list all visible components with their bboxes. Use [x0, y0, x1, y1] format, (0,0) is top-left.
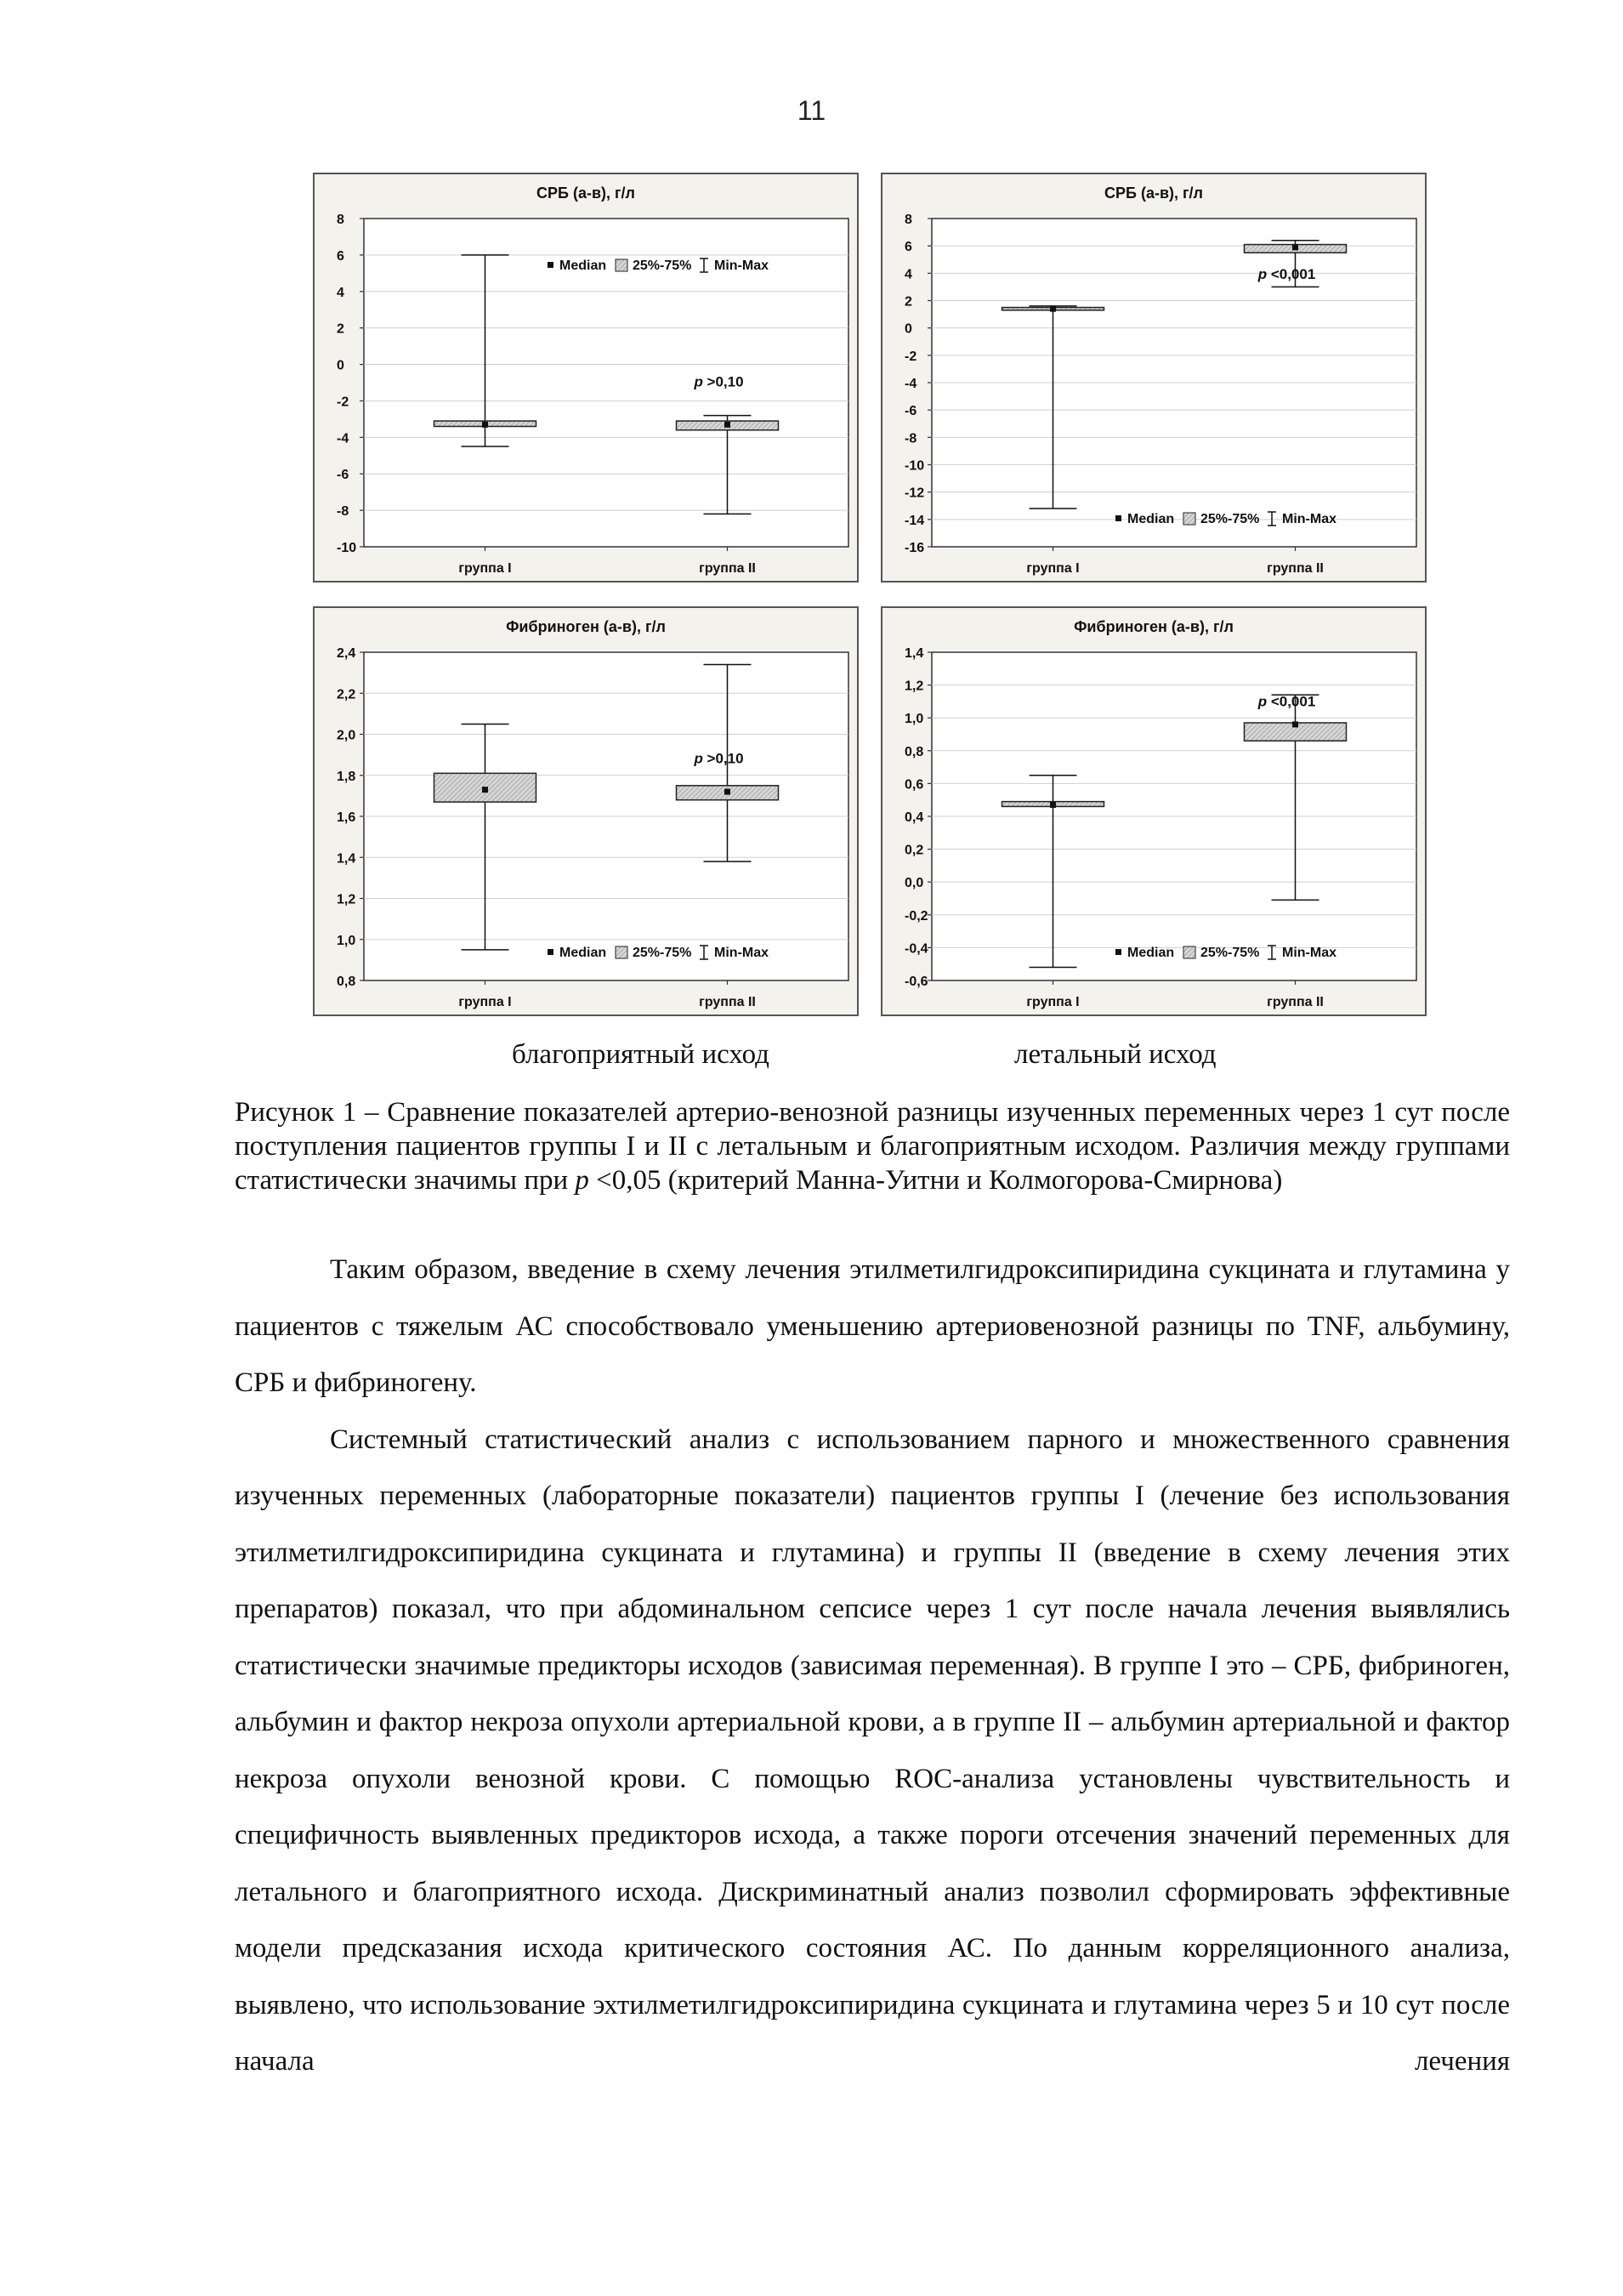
y-tick-label: 1,2 — [905, 679, 924, 694]
y-tick-label: 0 — [905, 321, 912, 337]
caption-text-2: <0,05 (критерий Манна-Уитни и Колмогорова-Смирнова) — [588, 1165, 1283, 1196]
x-tick-label: группа II — [1267, 561, 1324, 576]
chart-fibrinogen-favorable — [313, 606, 859, 1016]
y-tick-label: 4 — [905, 267, 912, 282]
y-tick-label: 2,2 — [337, 687, 356, 702]
y-tick-label: 1,4 — [337, 851, 356, 867]
chart-title: СРБ (а-в), г/л — [536, 185, 635, 202]
x-tick-label: группа I — [458, 995, 512, 1009]
x-tick-label: группа II — [1267, 995, 1324, 1009]
y-tick-label: -2 — [337, 395, 349, 410]
chart-crp-favorable — [313, 173, 859, 583]
legend-whisker-label: Min-Max — [714, 946, 769, 960]
x-tick-label: группа I — [458, 561, 512, 576]
median-marker — [482, 787, 488, 793]
x-tick-label: группа II — [699, 995, 756, 1009]
chart-legend — [548, 946, 769, 960]
y-tick-label: 2,0 — [337, 728, 356, 743]
y-tick-label: 1,2 — [337, 892, 356, 907]
legend-box-label: 25%-75% — [633, 946, 692, 960]
y-tick-label: 0 — [337, 358, 344, 373]
legend-box-swatch — [616, 259, 627, 271]
y-tick-label: -10 — [337, 541, 357, 555]
y-tick-label: 0,4 — [905, 810, 924, 825]
legend-median-marker — [548, 262, 553, 268]
x-tick-label: группа I — [1026, 561, 1080, 576]
paragraph-analysis: Системный статистический анализ с использованием парного и множественного сравнения изученных переменных (лабораторные показатели) пациентов группы I (лечение без использования этилметилгидроксипиридина сукцината и глутамина) и группы II (введение в схему лечения этих препаратов) показал, что при абдоминальном сепсисе через 1 сут после начала лечения выявлялись статистически значимые предикторы исходов (зависимая переменная). В группе I это – СРБ, фибриноген, альбумин и фактор некроза опухоли артериальной крови, а в группе II – альбумин артериальной и фактор некроза опухоли венозной крови. С помощью ROC-анализа установлены чувствительность и специфичность выявленных предикторов исхода, а также пороги отсечения значений переменных для летального и благоприятного исхода. Дискриминатный анализ позволил сформировать эффективные модели предсказания исхода критического состояния АС. По данным корреляционного анализа, выявлено, что использование эхтилметилгидроксипиридина сукцината и глутамина через 5 и 10 сут после начала лечения — [235, 1424, 1510, 2077]
median-marker — [1292, 721, 1298, 727]
legend-whisker-label: Min-Max — [714, 259, 769, 273]
legend-median-label: Median — [1127, 512, 1175, 526]
x-tick-label: группа I — [1026, 995, 1080, 1009]
chart-svg-3 — [882, 608, 1425, 1014]
p-value-annotation: p <0,001 — [1257, 693, 1316, 710]
legend-box-swatch — [1183, 513, 1195, 525]
p-value-annotation: p >0,10 — [694, 373, 744, 390]
page-number: 11 — [797, 95, 826, 126]
y-tick-label: 0,6 — [905, 777, 924, 793]
chart-legend — [548, 259, 769, 273]
chart-fibrinogen-lethal — [881, 606, 1427, 1016]
legend-median-label: Median — [559, 259, 607, 273]
median-marker — [1292, 244, 1298, 250]
legend-median-marker — [1115, 949, 1121, 955]
legend-median-label: Median — [559, 946, 607, 960]
y-tick-label: 2,4 — [337, 646, 356, 661]
y-tick-label: 0,8 — [905, 744, 924, 759]
legend-box-label: 25%-75% — [1200, 946, 1260, 960]
x-tick-label: группа II — [699, 561, 756, 576]
legend-median-label: Median — [1127, 946, 1175, 960]
legend-box-label: 25%-75% — [633, 259, 692, 273]
y-tick-label: -2 — [905, 349, 917, 364]
y-tick-label: -0,2 — [905, 908, 928, 924]
y-tick-label: 4 — [337, 285, 344, 300]
median-marker — [1050, 802, 1056, 808]
y-tick-label: -12 — [905, 486, 925, 501]
legend-box-swatch — [1183, 946, 1195, 958]
chart-svg-0 — [315, 174, 857, 581]
median-marker — [724, 789, 730, 795]
caption-p-letter: p — [575, 1165, 589, 1196]
p-value-annotation: p >0,10 — [694, 750, 744, 767]
paragraph-conclusion: Таким образом, введение в схему лечения этилметилгидроксипиридина сукцината и глутамина у пациентов с тяжелым АС способствовало уменьшению артериовенозной разницы по TNF, альбумину, СРБ и фибриногену. — [235, 1254, 1510, 1398]
y-tick-label: 1,4 — [905, 646, 924, 661]
median-marker — [1050, 306, 1056, 312]
median-marker — [482, 422, 488, 428]
y-tick-label: -4 — [337, 431, 349, 446]
y-tick-label: -0,4 — [905, 941, 928, 957]
chart-legend — [1115, 512, 1336, 526]
y-tick-label: 1,0 — [337, 933, 356, 948]
chart-title: Фибриноген (а-в), г/л — [1074, 618, 1234, 635]
y-tick-label: -4 — [905, 377, 917, 391]
outcome-favorable-label: благоприятный исход — [512, 1039, 769, 1070]
legend-box-label: 25%-75% — [1200, 512, 1260, 526]
chart-crp-lethal — [881, 173, 1427, 583]
y-tick-label: -8 — [337, 504, 349, 520]
legend-box-swatch — [616, 946, 627, 958]
y-tick-label: -14 — [905, 513, 925, 528]
y-tick-label: 1,6 — [337, 810, 356, 825]
chart-title: Фибриноген (а-в), г/л — [506, 618, 666, 635]
y-tick-label: 0,2 — [905, 843, 924, 858]
chart-legend — [1115, 946, 1336, 960]
body-text — [235, 1242, 1510, 2090]
p-value-annotation: p <0,001 — [1257, 265, 1316, 282]
y-tick-label: 8 — [905, 213, 912, 227]
y-tick-label: 1,8 — [337, 769, 356, 784]
y-tick-label: 6 — [337, 248, 344, 264]
legend-whisker-label: Min-Max — [1282, 946, 1336, 960]
y-tick-label: 2 — [337, 321, 344, 337]
y-tick-label: -8 — [905, 431, 917, 446]
y-tick-label: 8 — [337, 213, 344, 227]
y-tick-label: -0,6 — [905, 975, 928, 989]
outcome-lethal-label: летальный исход — [1014, 1039, 1217, 1070]
figure-caption — [235, 1095, 1510, 1197]
y-tick-label: -16 — [905, 541, 925, 555]
caption-text-1: Рисунок 1 – Сравнение показателей артерио-венозной разницы изученных переменных через 1 сут после поступления пациентов группы I и II с летальным и благоприятным исходом. Различия между группами статистически значимы при — [235, 1097, 1510, 1196]
y-tick-label: 0,8 — [337, 975, 356, 989]
y-tick-label: -6 — [337, 468, 349, 483]
legend-median-marker — [1115, 515, 1121, 521]
y-tick-label: 0,0 — [905, 876, 924, 891]
y-tick-label: 6 — [905, 240, 912, 255]
y-tick-label: 1,0 — [905, 712, 924, 727]
chart-title: СРБ (а-в), г/л — [1104, 185, 1203, 202]
y-tick-label: -6 — [905, 404, 917, 419]
chart-svg-1 — [882, 174, 1425, 581]
legend-whisker-label: Min-Max — [1282, 512, 1336, 526]
legend-median-marker — [548, 949, 553, 955]
median-marker — [724, 422, 730, 428]
figure-1 — [313, 173, 1427, 1019]
y-tick-label: -10 — [905, 458, 925, 474]
y-tick-label: 2 — [905, 294, 912, 310]
chart-svg-2 — [315, 608, 857, 1014]
